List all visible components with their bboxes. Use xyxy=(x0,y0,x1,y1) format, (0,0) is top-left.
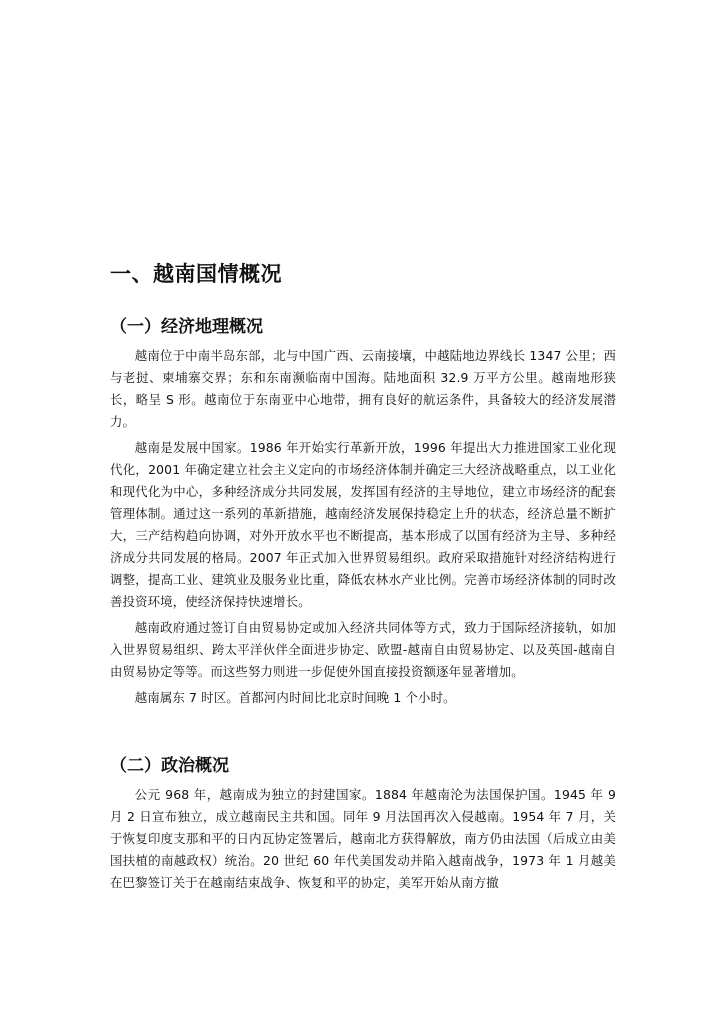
paragraph-international-trade: 越南政府通过签订自由贸易协定或加入经济共同体等方式，致力于国际经济接轨，如加入世界贸易组织、跨太平洋伙伴全面进步协定、欧盟-越南自由贸易协定、以及英国-越南自由贸易协定等等。而这些努力则进一步促使外国直接投资额逐年显著增加。 xyxy=(110,620,616,679)
paragraph-political-history: 公元 968 年，越南成为独立的封建国家。1884 年越南沦为法国保护国。1945 年 9 月 2 日宣布独立，成立越南民主共和国。同年 9 月法国再次入侵越南。1954 年 7 月，关于恢复印度支那和平的日内瓦协定签署后，越南北方获得解放，南方仍由法国（后成立由美国扶植的南越政权）统治。20 世纪 60 年代美国发动并陷入越南战争，1973 年 1 月越美在巴黎签订关于在越南结束战争、恢复和平的协定，美军开始从南方撤 xyxy=(110,787,616,890)
document-body xyxy=(110,258,616,898)
paragraph-location: 越南位于中南半岛东部，北与中国广西、云南接壤，中越陆地边界线长 1347 公里；西与老挝、柬埔寨交界；东和东南濒临南中国海。陆地面积 32.9 万平方公里。越南地形狭长，略呈 S 形。越南位于东南亚中心地带，拥有良好的航运条件，具备较大的经济发展潜力。 xyxy=(110,348,616,429)
chapter-heading: 一、越南国情概况 xyxy=(110,262,282,286)
section-heading-politics: （二）政治概况 xyxy=(110,756,229,776)
section-heading-economy-geography: （一）经济地理概况 xyxy=(110,317,263,337)
paragraph-economy-development: 越南是发展中国家。1986 年开始实行革新开放，1996 年提出大力推进国家工业化现代化，2001 年确定建立社会主义定向的市场经济体制并确定三大经济战略重点，以工业化和现代化为中心，多种经济成分共同发展，发挥国有经济的主导地位，建立市场经济的配套管理体制。通过这一系列的革新措施，越南经济发展保持稳定上升的状态，经济总量不断扩大，三产结构趋向协调，对外开放水平也不断提高，基本形成了以国有经济为主导、多种经济成分共同发展的格局。2007 年正式加入世界贸易组织。政府采取措施针对经济结构进行调整，提高工业、建筑业及服务业比重，降低农林水产业比例。完善市场经济体制的同时改善投资环境，使经济保持快速增长。 xyxy=(110,440,616,609)
paragraph-time-zone: 越南属东 7 时区。首都河内时间比北京时间晚 1 个小时。 xyxy=(134,690,456,705)
